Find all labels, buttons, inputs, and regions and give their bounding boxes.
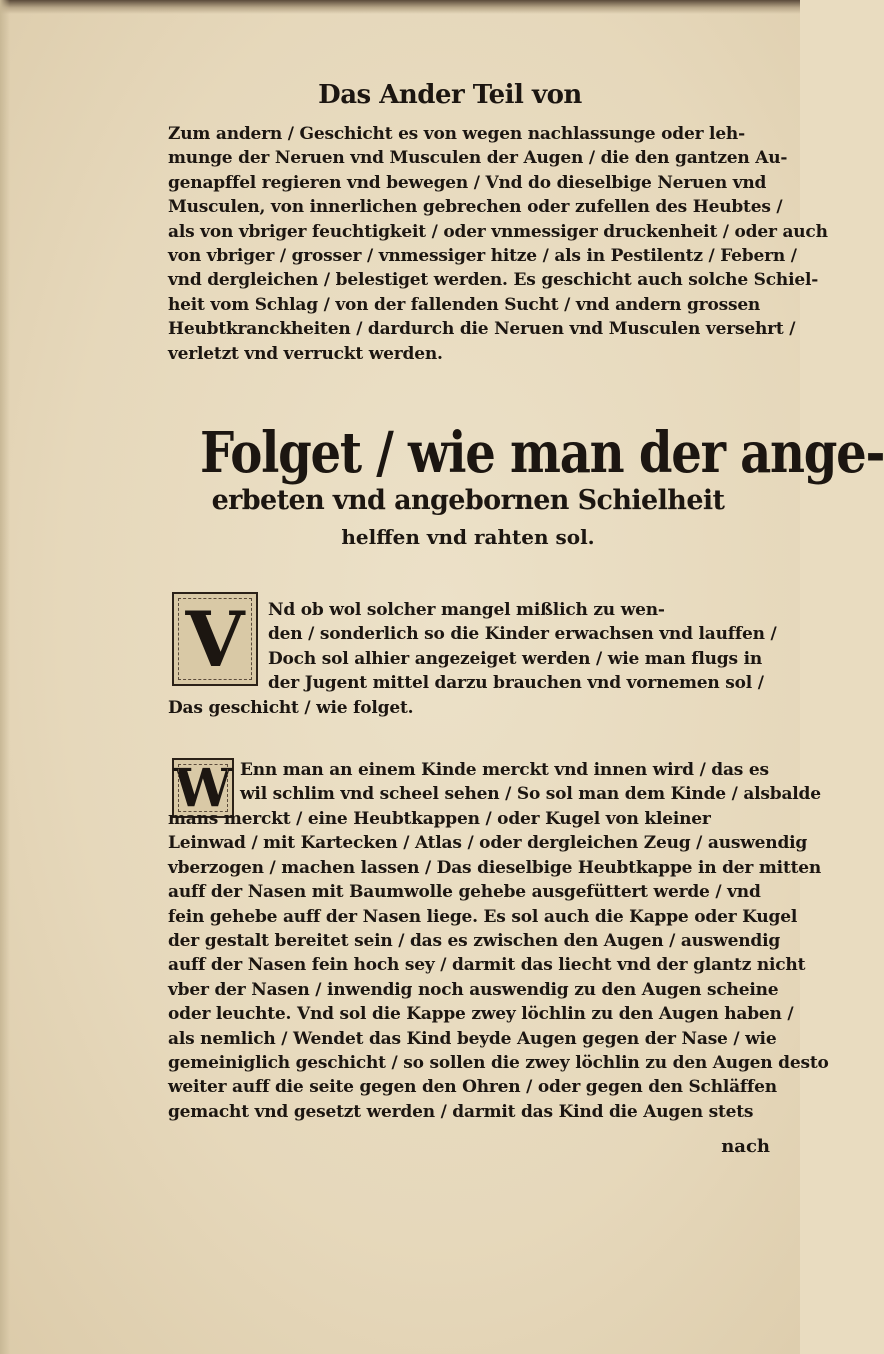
paragraph-1 — [168, 122, 828, 366]
text-line: als von vbriger feuchtigkeit / oder vnmessiger druckenheit / oder auch — [168, 221, 828, 242]
text-line: der gestalt bereitet sein / das es zwischen den Augen / auswendig — [168, 930, 781, 951]
text-line: Leinwad / mit Kartecken / Atlas / oder dergleichen Zeug / auswendig — [168, 833, 808, 854]
text-line: Musculen, von innerlichen gebrechen oder zufellen des Heubtes / — [168, 197, 783, 218]
text-line: der Jugent mittel darzu brauchen vnd vornemen sol / — [268, 673, 764, 694]
text-line: mans merckt / eine Heubtkappen / oder Kugel von kleiner — [168, 809, 711, 829]
text-line: Das geschicht / wie folget. — [168, 698, 414, 718]
text-line: auff der Nasen fein hoch sey / darmit das liecht vnd der glantz nicht — [168, 955, 806, 976]
page-top-edge — [0, 0, 800, 14]
text-line: verletzt vnd verruckt werden. — [168, 343, 443, 364]
text-line: Nd ob wol solcher mangel mißlich zu wen- — [268, 600, 665, 620]
text-line: genapffel regieren vnd bewegen / Vnd do dieselbige Neruen vnd — [168, 172, 767, 193]
text-line: den / sonderlich so die Kinder erwachsen vnd lauffen / — [268, 624, 777, 645]
text-line: von vbriger / grosser / vnmessiger hitze / als in Pestilentz / Febern / — [168, 245, 797, 266]
text-line: Heubtkranckheiten / dardurch die Neruen vnd Musculen versehrt / — [168, 319, 796, 340]
text-line: heit vom Schlag / von der fallenden Sucht / vnd andern grossen — [168, 294, 761, 315]
text-line: vberzogen / machen lassen / Das dieselbige Heubtkappe in der mitten — [168, 857, 822, 878]
text-line: auff der Nasen mit Baumwolle gehebe ausgefüttert werde / vnd — [168, 882, 761, 903]
paragraph-2-indented — [268, 598, 777, 696]
text-line: gemeiniglich geschicht / so sollen die zwey löchlin zu den Augen desto — [168, 1052, 829, 1073]
page-gutter — [0, 0, 10, 1354]
text-line: vber der Nasen / inwendig noch auswendig zu den Augen scheine — [168, 979, 779, 1000]
paragraph-3-indented — [240, 758, 821, 807]
section-subheading-2: helffen vnd rahten sol. — [341, 525, 595, 549]
initial-letter: W — [173, 757, 233, 819]
decorated-initial-v — [172, 592, 258, 686]
section-subheading: erbeten vnd angebornen Schielheit — [211, 485, 725, 516]
text-line: wil schlim vnd scheel sehen / So sol man dem Kinde / alsbalde — [240, 784, 821, 805]
catchword: nach — [721, 1136, 770, 1157]
section-heading: Folget / wie man der ange- — [200, 420, 884, 486]
text-line: als nemlich / Wendet das Kind beyde Augen gegen der Nase / wie — [168, 1028, 777, 1049]
paragraph-2-tail — [168, 696, 768, 720]
running-head: Das Ander Teil von — [318, 80, 582, 110]
text-line: Zum andern / Geschicht es von wegen nachlassunge oder leh- — [168, 124, 745, 144]
text-line: vnd dergleichen / belestiget werden. Es geschicht auch solche Schiel- — [168, 270, 819, 291]
text-line: fein gehebe auff der Nasen liege. Es sol auch die Kappe oder Kugel — [168, 906, 798, 927]
text-line: Enn man an einem Kinde merckt vnd innen wird / das es — [240, 760, 769, 780]
text-line: gemacht vnd gesetzt werden / darmit das Kind die Augen stets — [168, 1101, 754, 1122]
text-line: weiter auff die seite gegen den Ohren / oder gegen den Schläffen — [168, 1077, 777, 1098]
initial-letter: V — [185, 594, 245, 684]
text-line: oder leuchte. Vnd sol die Kappe zwey löchlin zu den Augen haben / — [168, 1004, 794, 1025]
paragraph-3-body — [168, 807, 829, 1124]
text-line: Doch sol alhier angezeiget werden / wie man flugs in — [268, 648, 763, 669]
text-line: munge der Neruen vnd Musculen der Augen / die den gantzen Au- — [168, 148, 788, 169]
